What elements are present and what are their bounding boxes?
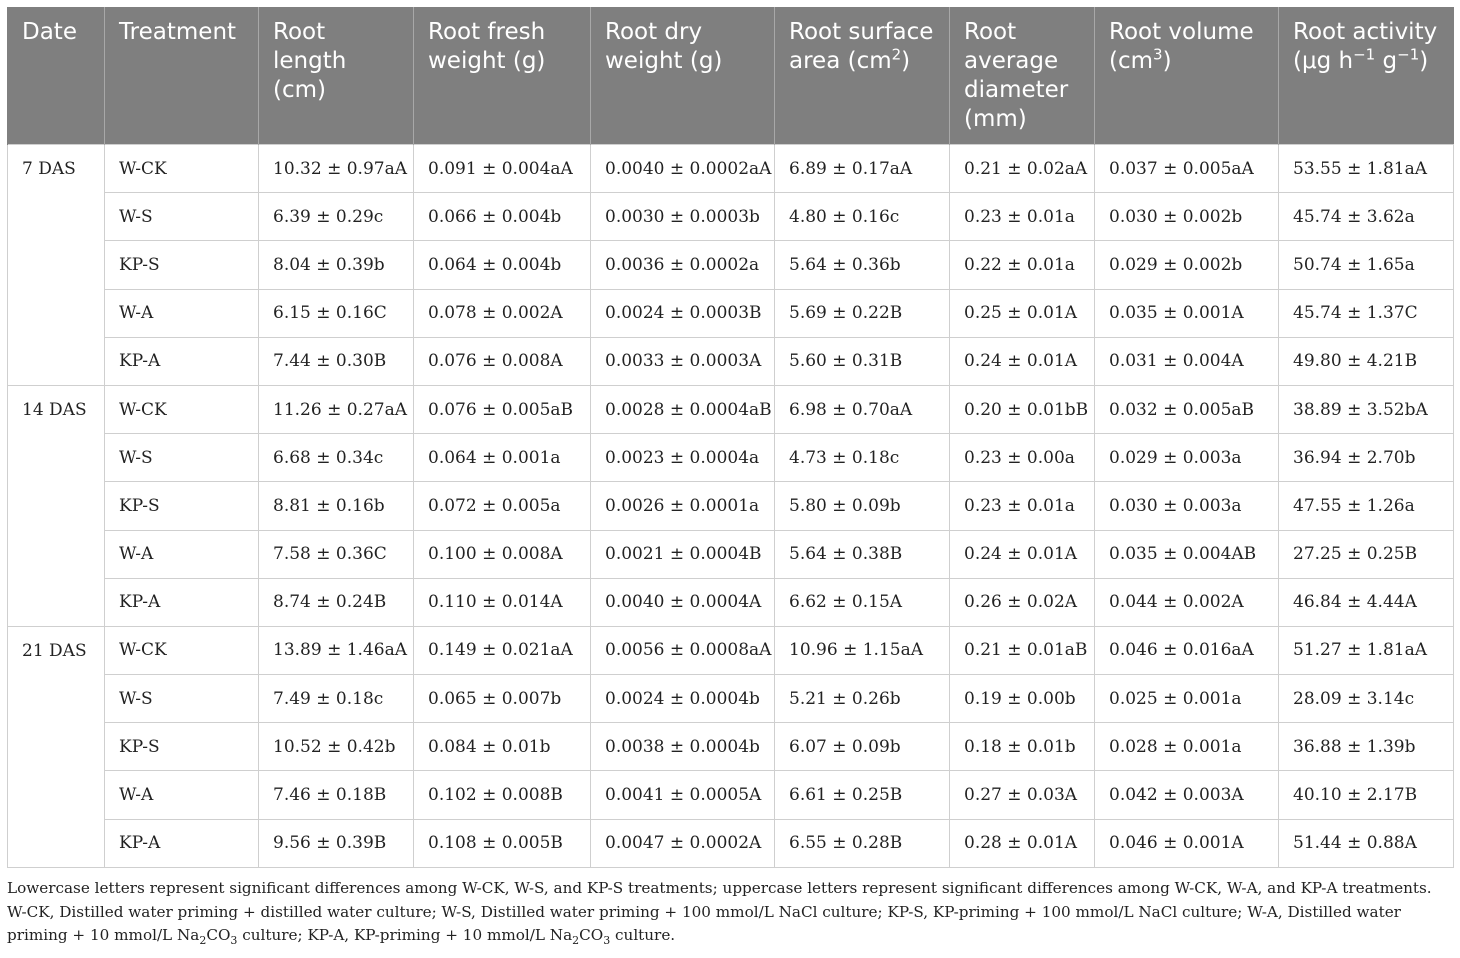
treatment-cell: KP-S [105,482,259,530]
date-cell: 7 DAS [8,145,105,386]
table-row [8,385,1454,433]
treatment-cell: KP-A [105,337,259,385]
table-row [8,675,1454,723]
value-cell: 0.0026 ± 0.0001a [591,482,775,530]
treatment-cell: W-CK [105,145,259,193]
value-cell: 49.80 ± 4.21B [1279,337,1454,385]
value-cell: 4.80 ± 0.16c [775,193,950,241]
table-row [8,626,1454,674]
value-cell: 0.029 ± 0.002b [1095,241,1279,289]
value-cell: 0.030 ± 0.002b [1095,193,1279,241]
value-cell: 0.030 ± 0.003a [1095,482,1279,530]
header-root-surface-area: Root surface area $(cm^2)$ [775,7,950,145]
value-cell: 0.0030 ± 0.0003b [591,193,775,241]
value-cell: 38.89 ± 3.52bA [1279,385,1454,433]
value-cell: 0.091 ± 0.004aA [414,145,591,193]
value-cell: 5.69 ± 0.22B [775,289,950,337]
value-cell: 0.046 ± 0.001A [1095,819,1279,867]
value-cell: 8.81 ± 0.16b [259,482,414,530]
value-cell: 0.035 ± 0.001A [1095,289,1279,337]
value-cell: 11.26 ± 0.27aA [259,385,414,433]
treatment-cell: KP-A [105,578,259,626]
value-cell: 7.44 ± 0.30B [259,337,414,385]
value-cell: 51.27 ± 1.81aA [1279,626,1454,674]
value-cell: 6.15 ± 0.16C [259,289,414,337]
value-cell: 0.042 ± 0.003A [1095,771,1279,819]
value-cell: 0.0028 ± 0.0004aB [591,385,775,433]
value-cell: 53.55 ± 1.81aA [1279,145,1454,193]
value-cell: 0.032 ± 0.005aB [1095,385,1279,433]
table-row [8,337,1454,385]
value-cell: 28.09 ± 3.14c [1279,675,1454,723]
value-cell: 0.20 ± 0.01bB [950,385,1095,433]
value-cell: 6.98 ± 0.70aA [775,385,950,433]
treatment-cell: W-CK [105,626,259,674]
value-cell: 0.25 ± 0.01A [950,289,1095,337]
value-cell: 0.23 ± 0.01a [950,482,1095,530]
data-table-container [7,7,1453,868]
table-row [8,819,1454,867]
value-cell: 0.100 ± 0.008A [414,530,591,578]
value-cell: 0.0021 ± 0.0004B [591,530,775,578]
header-treatment: Treatment [105,7,259,145]
treatment-cell: KP-S [105,723,259,771]
value-cell: 0.044 ± 0.002A [1095,578,1279,626]
value-cell: 6.62 ± 0.15A [775,578,950,626]
value-cell: 5.64 ± 0.36b [775,241,950,289]
value-cell: 51.44 ± 0.88A [1279,819,1454,867]
table-row [8,289,1454,337]
value-cell: 46.84 ± 4.44A [1279,578,1454,626]
value-cell: 0.19 ± 0.00b [950,675,1095,723]
value-cell: 0.0056 ± 0.0008aA [591,626,775,674]
value-cell: 9.56 ± 0.39B [259,819,414,867]
value-cell: 6.61 ± 0.25B [775,771,950,819]
value-cell: 0.066 ± 0.004b [414,193,591,241]
value-cell: 0.031 ± 0.004A [1095,337,1279,385]
table-row [8,434,1454,482]
treatment-cell: W-A [105,289,259,337]
value-cell: 4.73 ± 0.18c [775,434,950,482]
treatment-cell: KP-A [105,819,259,867]
value-cell: 0.0023 ± 0.0004a [591,434,775,482]
value-cell: 0.065 ± 0.007b [414,675,591,723]
value-cell: 0.076 ± 0.005aB [414,385,591,433]
value-cell: 0.24 ± 0.01A [950,530,1095,578]
root-traits-table [7,7,1454,868]
value-cell: 6.39 ± 0.29c [259,193,414,241]
value-cell: 6.07 ± 0.09b [775,723,950,771]
value-cell: 8.74 ± 0.24B [259,578,414,626]
value-cell: 0.22 ± 0.01a [950,241,1095,289]
value-cell: 0.064 ± 0.004b [414,241,591,289]
table-row [8,482,1454,530]
value-cell: 0.102 ± 0.008B [414,771,591,819]
table-footnote: Lowercase letters represent significant differences among W-CK, W-S, and KP-S treatments; uppercase letters represent significant differences among W-CK, W-A, and KP-A treatments. W-CK, Distilled water priming + distilled water culture; W-S, Distilled water priming + 100 mmol/L NaCl culture; KP-S, KP-priming + 100 mmol/L NaCl culture; W-A, Distilled water priming + 10 mmol/L $Na_2CO_3$ culture; KP-A, KP-priming + 10 mmol/L $Na_2CO_3$ culture. [7,879,1432,948]
treatment-cell: W-S [105,434,259,482]
treatment-cell: W-S [105,193,259,241]
value-cell: 6.68 ± 0.34c [259,434,414,482]
treatment-cell: W-A [105,771,259,819]
table-row [8,145,1454,193]
header-root-length: Root length (cm) [259,7,414,145]
value-cell: 27.25 ± 0.25B [1279,530,1454,578]
value-cell: 0.084 ± 0.01b [414,723,591,771]
value-cell: 0.18 ± 0.01b [950,723,1095,771]
value-cell: 5.64 ± 0.38B [775,530,950,578]
value-cell: 5.21 ± 0.26b [775,675,950,723]
header-root-dry-weight: Root dry weight (g) [591,7,775,145]
value-cell: 0.108 ± 0.005B [414,819,591,867]
value-cell: 47.55 ± 1.26a [1279,482,1454,530]
value-cell: 13.89 ± 1.46aA [259,626,414,674]
value-cell: 0.0033 ± 0.0003A [591,337,775,385]
table-row [8,578,1454,626]
value-cell: 0.26 ± 0.02A [950,578,1095,626]
treatment-cell: W-S [105,675,259,723]
value-cell: 0.078 ± 0.002A [414,289,591,337]
value-cell: 0.029 ± 0.003a [1095,434,1279,482]
table-header [8,7,1454,145]
treatment-cell: W-A [105,530,259,578]
date-cell: 21 DAS [8,626,105,867]
value-cell: 0.028 ± 0.001a [1095,723,1279,771]
table-row [8,241,1454,289]
value-cell: 8.04 ± 0.39b [259,241,414,289]
header-root-activity: Root activity (μg $h^{-1}$ $g^{-1}$) [1279,7,1454,145]
value-cell: 5.60 ± 0.31B [775,337,950,385]
header-root-fresh-weight: Root fresh weight (g) [414,7,591,145]
value-cell: 0.149 ± 0.021aA [414,626,591,674]
table-row [8,193,1454,241]
date-cell: 14 DAS [8,385,105,626]
value-cell: 0.0024 ± 0.0003B [591,289,775,337]
table-body [8,145,1454,868]
value-cell: 0.025 ± 0.001a [1095,675,1279,723]
value-cell: 0.076 ± 0.008A [414,337,591,385]
value-cell: 6.55 ± 0.28B [775,819,950,867]
value-cell: 0.110 ± 0.014A [414,578,591,626]
value-cell: 0.035 ± 0.004AB [1095,530,1279,578]
value-cell: 0.037 ± 0.005aA [1095,145,1279,193]
value-cell: 0.21 ± 0.02aA [950,145,1095,193]
value-cell: 0.23 ± 0.00a [950,434,1095,482]
value-cell: 10.52 ± 0.42b [259,723,414,771]
value-cell: 36.94 ± 2.70b [1279,434,1454,482]
value-cell: 5.80 ± 0.09b [775,482,950,530]
value-cell: 0.27 ± 0.03A [950,771,1095,819]
value-cell: 0.064 ± 0.001a [414,434,591,482]
table-row [8,723,1454,771]
value-cell: 50.74 ± 1.65a [1279,241,1454,289]
header-root-average-diameter: Root average diameter (mm) [950,7,1095,145]
value-cell: 6.89 ± 0.17aA [775,145,950,193]
value-cell: 0.0036 ± 0.0002a [591,241,775,289]
value-cell: 10.96 ± 1.15aA [775,626,950,674]
value-cell: 0.0024 ± 0.0004b [591,675,775,723]
value-cell: 10.32 ± 0.97aA [259,145,414,193]
value-cell: 36.88 ± 1.39b [1279,723,1454,771]
header-root-volume: Root volume $(cm^3)$ [1095,7,1279,145]
treatment-cell: KP-S [105,241,259,289]
table-row [8,530,1454,578]
value-cell: 40.10 ± 2.17B [1279,771,1454,819]
value-cell: 0.24 ± 0.01A [950,337,1095,385]
value-cell: 0.21 ± 0.01aB [950,626,1095,674]
value-cell: 0.0047 ± 0.0002A [591,819,775,867]
treatment-cell: W-CK [105,385,259,433]
value-cell: 0.0040 ± 0.0004A [591,578,775,626]
value-cell: 0.28 ± 0.01A [950,819,1095,867]
value-cell: 7.49 ± 0.18c [259,675,414,723]
header-date: Date [8,7,105,145]
value-cell: 0.072 ± 0.005a [414,482,591,530]
value-cell: 45.74 ± 3.62a [1279,193,1454,241]
value-cell: 0.0040 ± 0.0002aA [591,145,775,193]
value-cell: 7.46 ± 0.18B [259,771,414,819]
value-cell: 0.23 ± 0.01a [950,193,1095,241]
value-cell: 7.58 ± 0.36C [259,530,414,578]
value-cell: 0.0038 ± 0.0004b [591,723,775,771]
value-cell: 0.046 ± 0.016aA [1095,626,1279,674]
table-row [8,771,1454,819]
value-cell: 0.0041 ± 0.0005A [591,771,775,819]
value-cell: 45.74 ± 1.37C [1279,289,1454,337]
